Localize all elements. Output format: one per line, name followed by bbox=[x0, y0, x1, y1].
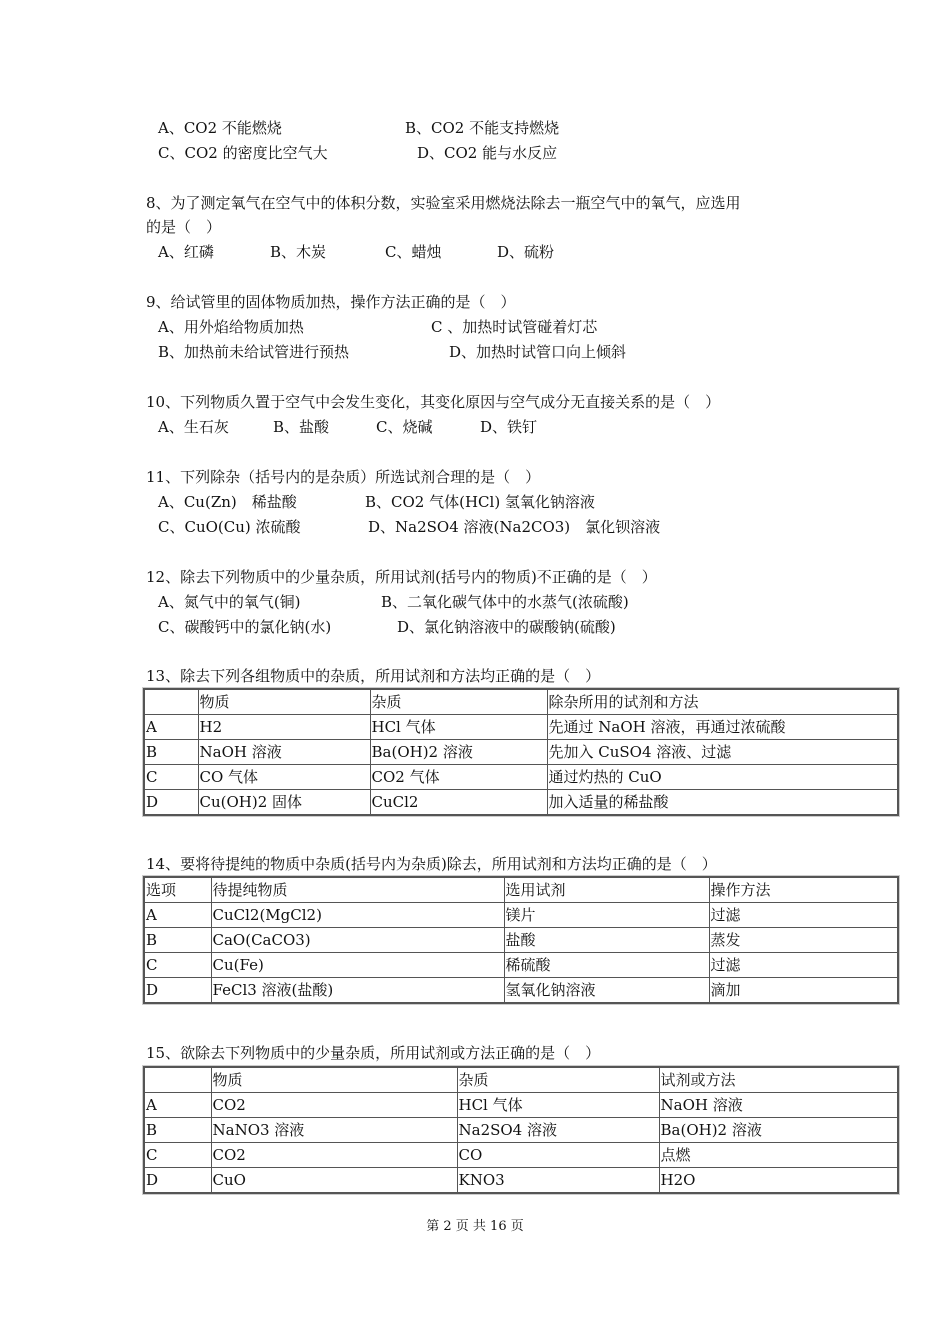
q10-option-c: C、烧碱 bbox=[376, 418, 433, 436]
table-header-row bbox=[144, 1067, 898, 1093]
table-cell: B bbox=[144, 928, 211, 953]
table-cell: CO2 bbox=[211, 1093, 457, 1118]
table-cell: 过滤 bbox=[709, 953, 898, 978]
table-cell: 试剂或方法 bbox=[659, 1067, 898, 1093]
table-row bbox=[144, 740, 898, 765]
table-cell: A bbox=[144, 715, 198, 740]
q11-option-b: B、CO2 气体(HCl) 氢氧化钠溶液 bbox=[365, 493, 595, 511]
table-cell: CuCl2 bbox=[370, 790, 547, 816]
table-row bbox=[144, 928, 898, 953]
q8-option-b: B、木炭 bbox=[270, 243, 327, 261]
table-cell: 物质 bbox=[211, 1067, 457, 1093]
q10-stem: 10、下列物质久置于空气中会发生变化，其变化原因与空气成分无直接关系的是（ ） bbox=[146, 393, 721, 411]
table-cell: CuO bbox=[211, 1168, 457, 1194]
table-cell: C bbox=[144, 765, 198, 790]
q12-option-c: C、碳酸钙中的氯化钠(水) bbox=[158, 618, 332, 636]
q7-option-a: A、CO2 不能燃烧 bbox=[158, 119, 282, 137]
table-cell: B bbox=[144, 740, 198, 765]
table-cell: CO2 bbox=[211, 1143, 457, 1168]
table-cell bbox=[144, 689, 198, 715]
q13-stem: 13、除去下列各组物质中的杂质，所用试剂和方法均正确的是（ ） bbox=[146, 667, 601, 685]
table-row bbox=[144, 903, 898, 928]
table-cell: 选项 bbox=[144, 877, 211, 903]
table-cell: 物质 bbox=[198, 689, 370, 715]
table-cell: 镁片 bbox=[504, 903, 709, 928]
q8-option-c: C、蜡烛 bbox=[385, 243, 442, 261]
table-cell: NaOH 溶液 bbox=[659, 1093, 898, 1118]
table-cell: 盐酸 bbox=[504, 928, 709, 953]
q8-stem-line1: 8、为了测定氧气在空气中的体积分数，实验室采用燃烧法除去一瓶空气中的氧气，应选用 bbox=[146, 194, 741, 212]
table-cell: 先通过 NaOH 溶液，再通过浓硫酸 bbox=[547, 715, 898, 740]
table-header-row bbox=[144, 689, 898, 715]
table-cell: 稀硫酸 bbox=[504, 953, 709, 978]
table-cell: 点燃 bbox=[659, 1143, 898, 1168]
q12-option-a: A、氮气中的氧气(铜) bbox=[158, 593, 301, 611]
table-cell: Ba(OH)2 溶液 bbox=[370, 740, 547, 765]
table-cell: 过滤 bbox=[709, 903, 898, 928]
q12-option-b: B、二氧化碳气体中的水蒸气(浓硫酸) bbox=[381, 593, 629, 611]
q9-option-d: D、加热时试管口向上倾斜 bbox=[449, 343, 627, 361]
table-cell: CuCl2(MgCl2) bbox=[211, 903, 504, 928]
q9-option-c: C 、加热时试管碰着灯芯 bbox=[431, 318, 598, 336]
q13-table bbox=[143, 688, 899, 816]
table-row bbox=[144, 953, 898, 978]
table-cell: D bbox=[144, 790, 198, 816]
table-row bbox=[144, 765, 898, 790]
table-cell: Cu(OH)2 固体 bbox=[198, 790, 370, 816]
table-cell: 滴加 bbox=[709, 978, 898, 1004]
q12-stem: 12、除去下列物质中的少量杂质，所用试剂(括号内的物质)不正确的是（ ） bbox=[146, 568, 657, 586]
table-cell: A bbox=[144, 903, 211, 928]
table-cell: H2 bbox=[198, 715, 370, 740]
table-cell: 加入适量的稀盐酸 bbox=[547, 790, 898, 816]
table-cell: A bbox=[144, 1093, 211, 1118]
q7-option-d: D、CO2 能与水反应 bbox=[417, 144, 558, 162]
q7-option-b: B、CO2 不能支持燃烧 bbox=[405, 119, 560, 137]
table-cell: 选用试剂 bbox=[504, 877, 709, 903]
q9-option-b: B、加热前未给试管进行预热 bbox=[158, 343, 350, 361]
table-cell: CaO(CaCO3) bbox=[211, 928, 504, 953]
q15-stem: 15、欲除去下列物质中的少量杂质，所用试剂或方法正确的是（ ） bbox=[146, 1044, 601, 1062]
table-row bbox=[144, 978, 898, 1004]
table-row bbox=[144, 790, 898, 816]
q14-table bbox=[143, 876, 899, 1004]
table-cell: FeCl3 溶液(盐酸) bbox=[211, 978, 504, 1004]
table-row bbox=[144, 1093, 898, 1118]
table-cell: H2O bbox=[659, 1168, 898, 1194]
q8-option-a: A、红磷 bbox=[158, 243, 214, 261]
q14-stem: 14、要将待提纯的物质中杂质(括号内为杂质)除去，所用试剂和方法均正确的是（ ） bbox=[146, 855, 717, 873]
table-cell bbox=[144, 1067, 211, 1093]
q10-option-d: D、铁钉 bbox=[480, 418, 538, 436]
q9-option-a: A、用外焰给物质加热 bbox=[158, 318, 304, 336]
q9-stem: 9、给试管里的固体物质加热，操作方法正确的是（ ） bbox=[146, 293, 516, 311]
q7-option-c: C、CO2 的密度比空气大 bbox=[158, 144, 328, 162]
table-cell: C bbox=[144, 953, 211, 978]
table-cell: HCl 气体 bbox=[370, 715, 547, 740]
table-cell: 待提纯物质 bbox=[211, 877, 504, 903]
table-row bbox=[144, 715, 898, 740]
table-cell: Na2SO4 溶液 bbox=[457, 1118, 659, 1143]
q11-option-a: A、Cu(Zn) 稀盐酸 bbox=[158, 493, 297, 511]
q11-option-c: C、CuO(Cu) 浓硫酸 bbox=[158, 518, 301, 536]
table-cell: Ba(OH)2 溶液 bbox=[659, 1118, 898, 1143]
table-row bbox=[144, 1118, 898, 1143]
table-cell: 除杂所用的试剂和方法 bbox=[547, 689, 898, 715]
table-cell: HCl 气体 bbox=[457, 1093, 659, 1118]
table-cell: CO 气体 bbox=[198, 765, 370, 790]
table-cell: 蒸发 bbox=[709, 928, 898, 953]
table-cell: CO2 气体 bbox=[370, 765, 547, 790]
page-footer: 第 2 页 共 16 页 bbox=[426, 1219, 524, 1234]
table-cell: B bbox=[144, 1118, 211, 1143]
table-cell: D bbox=[144, 978, 211, 1004]
table-cell: 通过灼热的 CuO bbox=[547, 765, 898, 790]
q11-stem: 11、下列除杂（括号内的是杂质）所选试剂合理的是（ ） bbox=[146, 468, 541, 486]
q15-table bbox=[143, 1066, 899, 1194]
q11-option-d: D、Na2SO4 溶液(Na2CO3) 氯化钡溶液 bbox=[368, 518, 661, 536]
table-cell: CO bbox=[457, 1143, 659, 1168]
q12-option-d: D、氯化钠溶液中的碳酸钠(硫酸) bbox=[397, 618, 616, 636]
table-cell: NaOH 溶液 bbox=[198, 740, 370, 765]
q8-stem-line2: 的是（ ） bbox=[146, 218, 222, 236]
table-cell: 先加入 CuSO4 溶液、过滤 bbox=[547, 740, 898, 765]
table-cell: 氢氧化钠溶液 bbox=[504, 978, 709, 1004]
table-cell: NaNO3 溶液 bbox=[211, 1118, 457, 1143]
table-cell: Cu(Fe) bbox=[211, 953, 504, 978]
q8-option-d: D、硫粉 bbox=[497, 243, 555, 261]
q10-option-b: B、盐酸 bbox=[273, 418, 330, 436]
table-cell: 杂质 bbox=[370, 689, 547, 715]
table-cell: 杂质 bbox=[457, 1067, 659, 1093]
table-row bbox=[144, 1143, 898, 1168]
table-cell: D bbox=[144, 1168, 211, 1194]
table-cell: KNO3 bbox=[457, 1168, 659, 1194]
table-row bbox=[144, 1168, 898, 1194]
table-cell: C bbox=[144, 1143, 211, 1168]
table-header-row bbox=[144, 877, 898, 903]
q10-option-a: A、生石灰 bbox=[158, 418, 229, 436]
table-cell: 操作方法 bbox=[709, 877, 898, 903]
